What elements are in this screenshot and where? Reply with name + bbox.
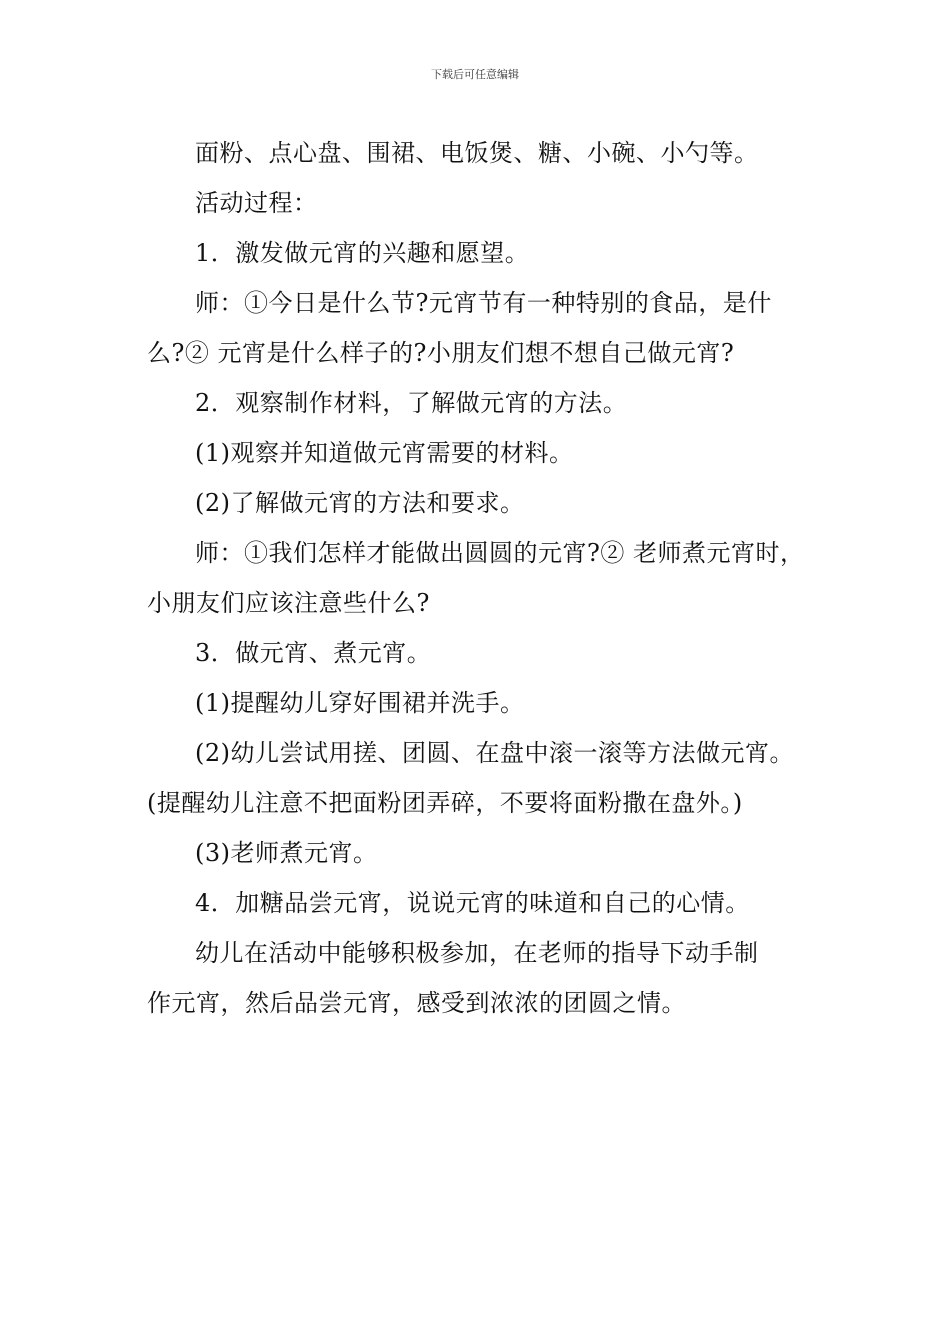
text-line: 活动过程：	[195, 189, 318, 217]
text-line: 3．做元宵、煮元宵。	[195, 639, 432, 667]
text-line: 小朋友们应该注意些什么?	[147, 589, 430, 617]
document-body	[147, 128, 827, 1028]
text-line: 幼儿在活动中能够积极参加，在老师的指导下动手制	[195, 939, 759, 967]
text-line: 面粉、点心盘、围裙、电饭煲、糖、小碗、小勺等。	[195, 139, 759, 167]
text-line: (2)幼儿尝试用搓、团圆、在盘中滚一滚等方法做元宵。	[195, 739, 794, 767]
page-header-note: 下载后可任意编辑	[431, 68, 519, 81]
text-line: (1)提醒幼儿穿好围裙并洗手。	[195, 689, 525, 717]
text-line: 师：①我们怎样才能做出圆圆的元宵?② 老师煮元宵时，	[195, 539, 805, 567]
text-line: (1)观察并知道做元宵需要的材料。	[195, 439, 574, 467]
text-line: 2．观察制作材料，了解做元宵的方法。	[195, 389, 628, 417]
text-line: (3)老师煮元宵。	[195, 839, 378, 867]
text-line: 师：①今日是什么节?元宵节有一种特别的食品，是什	[195, 289, 772, 317]
text-line: 1．激发做元宵的兴趣和愿望。	[195, 239, 530, 267]
text-line: (提醒幼儿注意不把面粉团弄碎，不要将面粉撒在盘外。)	[147, 789, 743, 817]
text-line: 么?② 元宵是什么样子的?小朋友们想不想自己做元宵?	[147, 339, 735, 367]
text-line: 4．加糖品尝元宵，说说元宵的味道和自己的心情。	[195, 889, 750, 917]
text-line: (2)了解做元宵的方法和要求。	[195, 489, 525, 517]
text-line: 作元宵，然后品尝元宵，感受到浓浓的团圆之情。	[147, 989, 686, 1017]
